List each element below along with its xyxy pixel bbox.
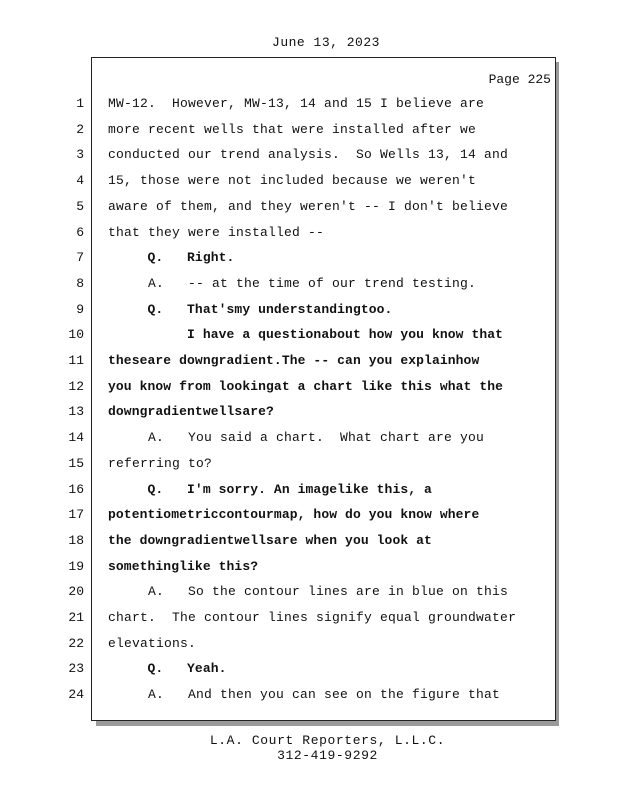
line-number: 7 (76, 250, 84, 265)
line-number: 3 (76, 147, 84, 162)
line-number: 10 (68, 327, 84, 342)
transcript-line-text: I have a questionabout how you know that (108, 327, 504, 342)
transcript-line-text: A. You said a chart. What chart are you (108, 430, 485, 445)
transcript-line-text: conducted our trend analysis. So Wells 13, 14 and (108, 147, 509, 162)
transcript-line-text: more recent wells that were installed after we (108, 122, 477, 137)
transcript-line-text: MW-12. However, MW-13, 14 and 15 I believe are (108, 96, 485, 111)
transcript-line-text: the downgradientwellsare when you look at (108, 533, 432, 548)
line-number: 13 (68, 404, 84, 419)
line-number: 6 (76, 225, 84, 240)
line-number: 1 (76, 96, 84, 111)
line-number: 14 (68, 430, 84, 445)
line-number: 21 (68, 610, 84, 625)
line-number: 18 (68, 533, 84, 548)
transcript-line-text: that they were installed -- (108, 225, 325, 240)
transcript-line-text: referring to? (108, 456, 213, 471)
transcript-line-text: A. So the contour lines are in blue on this (108, 584, 509, 599)
line-number: 16 (68, 482, 84, 497)
transcript-line-text: potentiometriccontourmap, how do you know where (108, 507, 480, 522)
transcript-line-text: Q. That'smy understandingtoo. (108, 302, 393, 317)
transcript-line-text: Q. Right. (108, 250, 235, 265)
transcript-line-text: chart. The contour lines signify equal groundwater (108, 610, 517, 625)
transcript-line-text: downgradientwellsare? (108, 404, 274, 419)
transcript-line-text: Q. Yeah. (108, 661, 227, 676)
transcript-line-text: A. -- at the time of our trend testing. (108, 276, 477, 291)
transcript-date: June 13, 2023 (272, 35, 380, 50)
line-number: 8 (76, 276, 84, 291)
line-number: 11 (68, 353, 84, 368)
line-number: 4 (76, 173, 84, 188)
transcript-line-text: elevations. (108, 636, 197, 651)
line-number: 17 (68, 507, 84, 522)
line-number: 15 (68, 456, 84, 471)
line-number: 23 (68, 661, 84, 676)
transcript-line-text: somethinglike this? (108, 559, 259, 574)
line-number: 9 (76, 302, 84, 317)
line-number: 2 (76, 122, 84, 137)
line-number: 24 (68, 687, 84, 702)
line-number: 22 (68, 636, 84, 651)
page-number: Page 225 (488, 72, 551, 87)
line-number: 12 (68, 379, 84, 394)
line-number: 19 (68, 559, 84, 574)
transcript-line-text: you know from lookingat a chart like this what the (108, 379, 504, 394)
transcript-line-text: Q. I'm sorry. An imagelike this, a (108, 482, 432, 497)
transcript-line-text: aware of them, and they weren't -- I don't believe (108, 199, 509, 214)
line-number: 20 (68, 584, 84, 599)
line-number: 5 (76, 199, 84, 214)
transcript-line-text: 15, those were not included because we weren't (108, 173, 477, 188)
transcript-line-text: A. And then you can see on the figure that (108, 687, 501, 702)
transcript-line-text: theseare downgradient.The -- can you explainhow (108, 353, 480, 368)
footer-phone: 312-419-9292 (277, 748, 378, 763)
footer-company: L.A. Court Reporters, L.L.C. (209, 733, 446, 748)
